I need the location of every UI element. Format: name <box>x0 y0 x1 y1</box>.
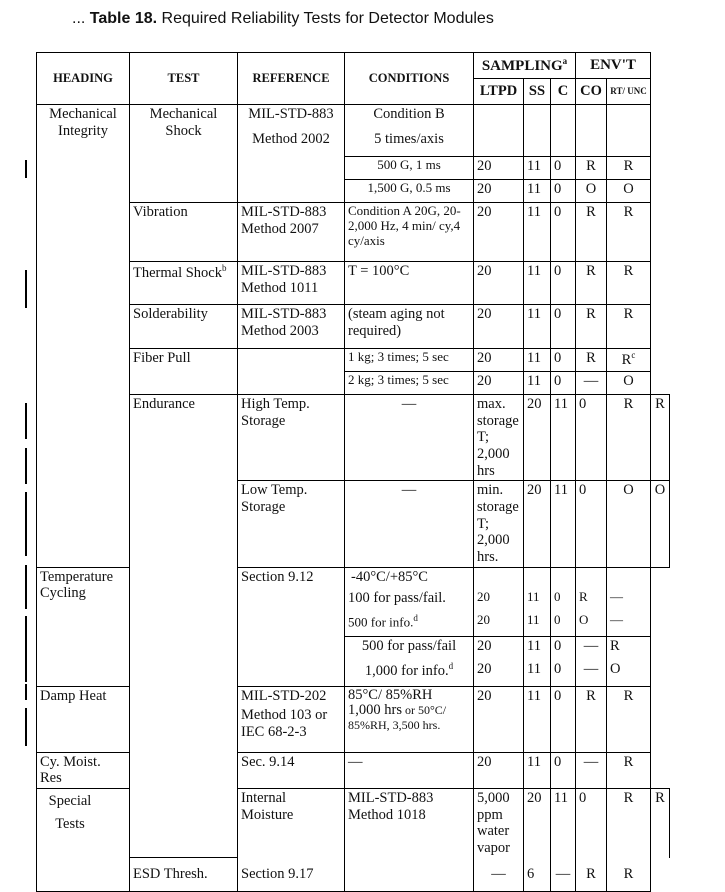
footnote-marker: c <box>631 350 636 360</box>
cell-ss: 11 <box>524 636 551 660</box>
cond-temp-cycling-1000-info <box>345 660 474 686</box>
change-bar <box>25 270 27 308</box>
ref-damp-heat <box>238 686 345 752</box>
cell-rt: R <box>607 262 651 305</box>
cell-co: R <box>576 589 607 612</box>
ref-thermal-shock: MIL-STD-883 Method 1011 <box>238 262 345 305</box>
cell-ss: 11 <box>551 789 576 858</box>
cell-ltpd: 20 <box>474 372 524 395</box>
cond-temp-cycling-500-info <box>345 612 474 636</box>
cond-temp-cycling-500-pass: 500 for pass/fail <box>345 636 474 660</box>
cell-co: — <box>576 660 607 686</box>
col-header-co: CO <box>576 79 607 105</box>
test-label: Thermal Shock <box>133 264 222 281</box>
cell-rt: O <box>607 180 651 203</box>
heading-endurance: Endurance <box>130 395 238 858</box>
cell-ss: 6 <box>524 858 551 892</box>
cell-c: 0 <box>551 157 576 180</box>
cell-c: 0 <box>551 752 576 788</box>
cell-c: 0 <box>551 262 576 305</box>
cell-ltpd: 20 <box>474 589 524 612</box>
heading-label: Special Tests <box>48 793 92 833</box>
ref-line: Method 2002 <box>252 130 330 147</box>
cell-co: R <box>607 789 651 858</box>
reliability-tests-table <box>36 52 670 892</box>
cell-ss: 11 <box>524 589 551 612</box>
cond-label: 500 for info. <box>348 614 414 630</box>
cell-co: R <box>576 262 607 305</box>
cond-fiber-1kg: 1 kg; 3 times; 5 sec <box>345 349 474 372</box>
ref-vibration: MIL-STD-883 Method 2007 <box>238 203 345 262</box>
cell-ltpd <box>474 105 524 157</box>
cell-co: R <box>576 305 607 349</box>
cell-co: R <box>576 203 607 262</box>
cell-ltpd: 20 <box>524 789 551 858</box>
cell-c: 0 <box>576 395 607 481</box>
cond-line: 85°C/ 85%RH <box>348 686 433 703</box>
footnote-marker: d <box>448 661 454 672</box>
cell-c: 0 <box>551 349 576 372</box>
cell-ss: 11 <box>524 262 551 305</box>
cond-shock-1500g: 1,500 G, 0.5 ms <box>345 180 474 203</box>
ref-high-temp-storage: — <box>345 395 474 481</box>
change-bar <box>25 403 27 439</box>
col-header-sampling <box>474 53 576 79</box>
cell-c: 0 <box>551 660 576 686</box>
cond-fiber-2kg: 2 kg; 3 times; 5 sec <box>345 372 474 395</box>
cell-rt: O <box>607 372 651 395</box>
col-header-heading: HEADING <box>37 53 130 105</box>
ref-mechanical-shock <box>238 105 345 203</box>
cell-co: O <box>607 481 651 567</box>
cell-c: 0 <box>551 305 576 349</box>
footnote-marker: d <box>413 613 418 624</box>
cell-ss: 11 <box>524 752 551 788</box>
cell-c: 0 <box>551 372 576 395</box>
test-internal-moisture: Internal Moisture <box>238 789 345 858</box>
col-header-envt: ENV'T <box>576 53 651 79</box>
test-solderability: Solderability <box>130 305 238 349</box>
cell-ltpd: 20 <box>524 395 551 481</box>
cell-c: 0 <box>551 612 576 636</box>
cond-line: 5 times/axis <box>374 130 444 147</box>
col-header-test: TEST <box>130 53 238 105</box>
cell-co <box>576 105 607 157</box>
cond-line: Condition B <box>373 106 445 122</box>
cell-ss: 11 <box>524 372 551 395</box>
cell-c: 0 <box>551 203 576 262</box>
cell-ss: 11 <box>524 203 551 262</box>
cell-ss: 11 <box>551 481 576 567</box>
cell-ss: 11 <box>551 395 576 481</box>
cell-ss: 11 <box>524 686 551 752</box>
cond-thermal-shock: T = 100°C <box>345 262 474 305</box>
cell-c <box>551 567 576 589</box>
change-bar <box>25 160 27 178</box>
cell-ltpd: 20 <box>474 349 524 372</box>
cell-ltpd: 20 <box>474 262 524 305</box>
cell-co: O <box>576 612 607 636</box>
ref-solderability: MIL-STD-883 Method 2003 <box>238 305 345 349</box>
cell-ss: 11 <box>524 305 551 349</box>
cell-co: — <box>576 636 607 660</box>
cell-co: R <box>576 349 607 372</box>
col-header-conditions: CONDITIONS <box>345 53 474 105</box>
cond-damp-heat <box>345 686 474 752</box>
sampling-label: SAMPLING <box>481 57 563 74</box>
table-caption <box>72 10 494 28</box>
cell-c: 0 <box>576 481 607 567</box>
test-cyclic-moisture-resistance: Cy. Moist. Res <box>37 752 130 788</box>
cell-rt: R <box>607 752 651 788</box>
cell-rt: — <box>607 589 651 612</box>
footnote-marker: b <box>222 263 227 273</box>
cell-ss: 11 <box>524 660 551 686</box>
cell-co: — <box>576 752 607 788</box>
cell-rt: R <box>651 395 670 481</box>
cond-solderability: (steam aging not required) <box>345 305 474 349</box>
cond-mechanical-shock <box>345 105 474 157</box>
ref-line: MIL-STD-883 <box>248 106 334 122</box>
cell-ltpd: 20 <box>474 752 524 788</box>
test-vibration: Vibration <box>130 203 238 262</box>
cond-esd-threshold <box>345 858 474 892</box>
cell-ltpd: 20 <box>524 481 551 567</box>
test-esd-threshold: ESD Thresh. <box>130 858 238 892</box>
ref-internal-moisture: MIL-STD-883 Method 1018 <box>345 789 474 858</box>
change-bar <box>25 684 27 700</box>
cell-ltpd: — <box>474 858 524 892</box>
cell-c: 0 <box>551 589 576 612</box>
cond-line: 1,000 hrs <box>348 701 402 718</box>
cell-c: — <box>551 858 576 892</box>
caption-text: Required Reliability Tests for Detector Modules <box>157 10 494 27</box>
cell-ltpd: 20 <box>474 686 524 752</box>
cell-co: R <box>576 858 607 892</box>
cell-rt: R <box>607 858 651 892</box>
cell-rt: — <box>607 612 651 636</box>
cond-shock-500g: 500 G, 1 ms <box>345 157 474 180</box>
ref-esd-threshold: Section 9.17 <box>238 858 345 892</box>
cell-c: 0 <box>551 180 576 203</box>
change-bar <box>25 708 27 746</box>
cell-rt: R <box>607 305 651 349</box>
rt-value: R <box>621 351 632 368</box>
cell-rt: R <box>607 686 651 752</box>
test-damp-heat: Damp Heat <box>37 686 130 752</box>
caption-prefix: ... <box>72 10 90 27</box>
ref-line: MIL-STD-202 <box>241 687 327 704</box>
cell-rt: R <box>651 789 670 858</box>
ref-cyclic-moisture-resistance: Sec. 9.14 <box>238 752 345 788</box>
cell-ltpd: 20 <box>474 203 524 262</box>
test-mechanical-shock: Mechanical Shock <box>130 105 238 203</box>
heading-mechanical-integrity: Mechanical Integrity <box>37 105 130 568</box>
cond-cyclic-moisture-resistance: — <box>345 752 474 788</box>
cell-rt: R <box>607 636 651 660</box>
cond-high-temp-storage: max. storage T; 2,000 hrs <box>474 395 524 481</box>
test-high-temp-storage: High Temp. Storage <box>238 395 345 481</box>
col-header-ltpd: LTPD <box>474 79 524 105</box>
col-header-reference: REFERENCE <box>238 53 345 105</box>
cell-c <box>551 105 576 157</box>
heading-special-tests <box>37 789 130 892</box>
cell-ss <box>524 105 551 157</box>
cell-ss <box>524 567 551 589</box>
col-header-c: C <box>551 79 576 105</box>
cell-c: 0 <box>551 636 576 660</box>
cell-c: 0 <box>551 686 576 752</box>
cell-ss: 11 <box>524 349 551 372</box>
cell-co: O <box>576 180 607 203</box>
change-bar <box>25 565 27 609</box>
ref-line: Method 103 or IEC 68-2-3 <box>241 707 328 741</box>
change-bar <box>25 448 27 484</box>
test-low-temp-storage: Low Temp. Storage <box>238 481 345 567</box>
cell-rt <box>607 349 651 372</box>
cell-c: 0 <box>576 789 607 858</box>
cell-ltpd: 20 <box>474 305 524 349</box>
cell-ltpd: 20 <box>474 612 524 636</box>
test-thermal-shock <box>130 262 238 305</box>
cell-rt: O <box>607 660 651 686</box>
caption-label: Table 18. <box>89 10 158 27</box>
cell-co: — <box>576 372 607 395</box>
cond-temp-cycling-range: -40°C/+85°C <box>345 567 474 589</box>
test-fiber-pull: Fiber Pull <box>130 349 238 395</box>
cell-rt <box>607 567 651 589</box>
cell-co: R <box>576 686 607 752</box>
cond-label: 1,000 for info. <box>364 663 449 680</box>
change-bar <box>25 492 27 556</box>
cell-rt: R <box>607 203 651 262</box>
cell-rt <box>607 105 651 157</box>
col-header-ss: SS <box>524 79 551 105</box>
cell-ltpd <box>474 567 524 589</box>
cell-ltpd: 20 <box>474 636 524 660</box>
cell-co: R <box>576 157 607 180</box>
cond-vibration: Condition A 20G, 20-2,000 Hz, 4 min/ cy,4 cy/axis <box>345 203 474 262</box>
cell-ltpd: 20 <box>474 660 524 686</box>
cond-temp-cycling-100: 100 for pass/fail. <box>345 589 474 612</box>
cell-ltpd: 20 <box>474 180 524 203</box>
cell-co <box>576 567 607 589</box>
cond-internal-moisture: 5,000 ppm water vapor <box>474 789 524 858</box>
cell-co: R <box>607 395 651 481</box>
ref-low-temp-storage: — <box>345 481 474 567</box>
test-temperature-cycling: Temperature Cycling <box>37 567 130 686</box>
ref-temperature-cycling: Section 9.12 <box>238 567 345 686</box>
col-header-rt-unc: RT/ UNC <box>607 79 651 105</box>
cell-ltpd: 20 <box>474 157 524 180</box>
ref-fiber-pull <box>238 349 345 395</box>
cell-ss: 11 <box>524 180 551 203</box>
cell-rt: O <box>651 481 670 567</box>
cell-rt: R <box>607 157 651 180</box>
change-bar <box>25 616 27 682</box>
sampling-footnote: a <box>562 55 568 66</box>
cell-ss: 11 <box>524 612 551 636</box>
cell-ss: 11 <box>524 157 551 180</box>
cond-line: or 50°C/ 85%RH, 3,500 hrs. <box>348 702 447 733</box>
cond-low-temp-storage: min. storage T; 2,000 hrs. <box>474 481 524 567</box>
